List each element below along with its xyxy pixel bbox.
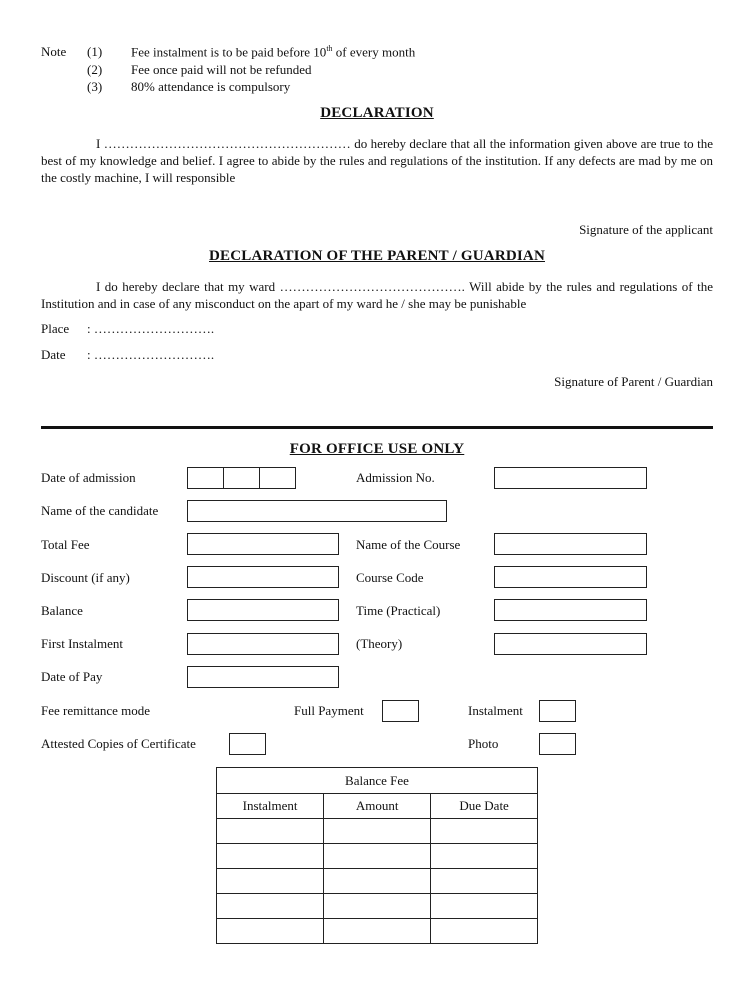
course-name-label: Name of the Course xyxy=(356,537,461,552)
table-cell[interactable] xyxy=(431,919,538,944)
table-row xyxy=(217,869,538,894)
column-due-date: Due Date xyxy=(431,794,538,819)
first-instalment-field[interactable] xyxy=(187,633,339,655)
balance-label: Balance xyxy=(41,603,83,618)
note-title: Note xyxy=(41,44,67,59)
total-fee-field[interactable] xyxy=(187,533,339,555)
table-row xyxy=(217,894,538,919)
table-cell[interactable] xyxy=(324,869,431,894)
table-cell[interactable] xyxy=(217,869,324,894)
admission-no-field[interactable] xyxy=(494,467,647,489)
applicant-signature-label: Signature of the applicant xyxy=(579,222,713,237)
time-practical-label: Time (Practical) xyxy=(356,603,441,618)
full-payment-checkbox[interactable] xyxy=(382,700,419,722)
declaration-heading: DECLARATION xyxy=(320,105,434,121)
note-number-1: (1) xyxy=(87,44,103,59)
balance-field[interactable] xyxy=(187,599,339,621)
note-text-2: Fee once paid will not be refunded xyxy=(131,62,312,77)
balance-fee-title: Balance Fee xyxy=(217,768,538,794)
table-cell[interactable] xyxy=(217,894,324,919)
note-number-2: (2) xyxy=(87,62,103,77)
place-field[interactable]: : ………………………. xyxy=(87,321,215,336)
admission-month-box[interactable] xyxy=(223,467,260,489)
date-field[interactable]: : ………………………. xyxy=(87,347,215,362)
course-name-field[interactable] xyxy=(494,533,647,555)
admission-day-box[interactable] xyxy=(187,467,224,489)
admission-no-label: Admission No. xyxy=(356,470,435,485)
photo-checkbox[interactable] xyxy=(539,733,576,755)
discount-field[interactable] xyxy=(187,566,339,588)
instalment-checkbox[interactable] xyxy=(539,700,576,722)
table-row xyxy=(217,844,538,869)
attested-copies-label: Attested Copies of Certificate xyxy=(41,736,196,751)
theory-field[interactable] xyxy=(494,633,647,655)
note-text-3: 80% attendance is compulsory xyxy=(131,79,291,94)
table-cell[interactable] xyxy=(431,819,538,844)
office-use-heading: FOR OFFICE USE ONLY xyxy=(289,441,465,457)
full-payment-label: Full Payment xyxy=(294,703,364,718)
course-code-label: Course Code xyxy=(356,570,424,585)
table-row xyxy=(217,919,538,944)
balance-fee-table xyxy=(216,767,538,944)
date-of-pay-label: Date of Pay xyxy=(41,669,103,684)
admission-year-box[interactable] xyxy=(259,467,296,489)
table-cell[interactable] xyxy=(324,919,431,944)
photo-label: Photo xyxy=(468,736,499,751)
date-of-admission-label: Date of admission xyxy=(41,470,136,485)
note-number-3: (3) xyxy=(87,79,103,94)
column-instalment: Instalment xyxy=(217,794,324,819)
candidate-name-label: Name of the candidate xyxy=(41,503,159,518)
time-practical-field[interactable] xyxy=(494,599,647,621)
total-fee-label: Total Fee xyxy=(41,537,90,552)
place-label: Place xyxy=(41,321,70,336)
table-row xyxy=(217,819,538,844)
instalment-label: Instalment xyxy=(468,703,523,718)
column-amount: Amount xyxy=(324,794,431,819)
parent-declaration-heading: DECLARATION OF THE PARENT / GUARDIAN xyxy=(209,248,545,264)
table-cell[interactable] xyxy=(431,844,538,869)
table-cell[interactable] xyxy=(324,844,431,869)
table-cell[interactable] xyxy=(217,919,324,944)
candidate-name-field[interactable] xyxy=(187,500,447,522)
attested-copies-checkbox[interactable] xyxy=(229,733,266,755)
table-cell[interactable] xyxy=(431,869,538,894)
table-cell[interactable] xyxy=(431,894,538,919)
declaration-text: I ………………………………………………… do hereby declare that all the information given above are true to the best of my knowledge and belief. I agree to abide by the rules and regulations of the institution. If any defects are mad by me on the costly machine, I will responsible xyxy=(41,136,713,185)
parent-declaration-text: I do hereby declare that my ward ……………………………………. Will abide by the rules and regulations of the Institution and in case of any misconduct on the apart of my ward he / she may be punishable xyxy=(41,279,713,311)
table-cell[interactable] xyxy=(217,819,324,844)
parent-signature-label: Signature of Parent / Guardian xyxy=(554,374,713,389)
date-label: Date xyxy=(41,347,66,362)
theory-label: (Theory) xyxy=(356,636,403,651)
section-divider xyxy=(41,426,713,429)
discount-label: Discount (if any) xyxy=(41,570,130,585)
note-text-1: Fee instalment is to be paid before 10th of every month xyxy=(131,44,416,60)
date-of-pay-field[interactable] xyxy=(187,666,339,688)
fee-remittance-label: Fee remittance mode xyxy=(41,703,151,718)
course-code-field[interactable] xyxy=(494,566,647,588)
table-cell[interactable] xyxy=(217,844,324,869)
table-cell[interactable] xyxy=(324,894,431,919)
table-cell[interactable] xyxy=(324,819,431,844)
first-instalment-label: First Instalment xyxy=(41,636,123,651)
